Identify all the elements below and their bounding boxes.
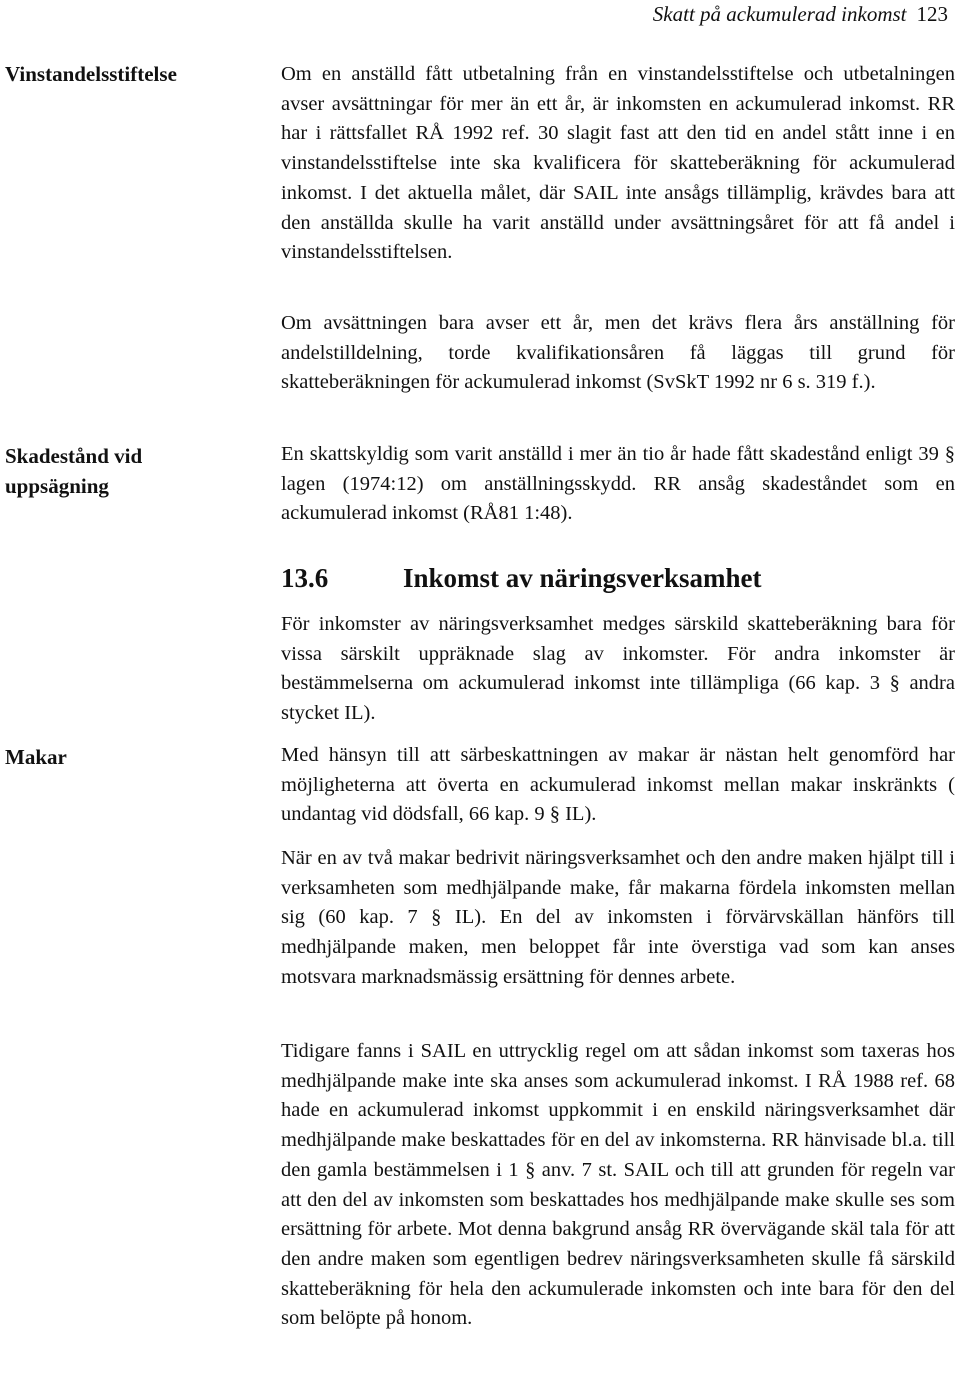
paragraph-makar-2: När en av två makar bedrivit näringsverksamhet och den andre maken hjälpt till i verksamheten som medhjälpande make, får makarna fördela inkomsten mellan sig (60 kap. 7 § IL). En del av inkomsten i förvärvskällan hänförs till medhjälpande maken, men beloppet får inte överstiga vad som kan anses motsvara marknadsmässig ersättning för dennes arbete. (281, 847, 955, 988)
paragraph-vinstandel-1: Om en anställd fått utbetalning från en vinstandelsstiftelse och utbetalningen avser avsättningar för mer än ett år, är inkomsten en ackumulerad inkomst. RR har i rättsfallet RÅ 1992 ref. 30 slagit fast att den tid en andel stått inne i en vinstandelsstiftelse inte ska kvalificera för skatteberäkning för ackumulerad inkomst. I det aktuella målet, där SAIL inte ansågs tillämplig, krävdes bara att den anställda skulle ha varit anställd under avsättningsåret för att få andel i vinstandelsstiftelsen. (281, 63, 955, 264)
paragraph-naringsverksamhet: För inkomster av näringsverksamhet medges särskild skatteberäkning bara för vissa särskilt uppräknade slag av inkomster. För andra inkomster är bestämmelserna om ackumulerad inkomst inte tillämpliga (66 kap. 3 § andra stycket IL). (281, 613, 955, 725)
section-number: 13.6 (281, 563, 329, 593)
running-title: Skatt på ackumulerad inkomst (652, 2, 907, 26)
paragraph-makar-1: Med hänsyn till att särbeskattningen av makar är nästan helt genomförd har möjligheterna att överta en ackumulerad inkomst mellan makar inskränkts ( undantag vid dödsfall, 66 kap. 9 § IL). (281, 744, 955, 826)
page-number: 123 (916, 2, 948, 26)
running-header (653, 0, 948, 28)
side-heading-skadestand: Skadestånd vid uppsägning (5, 444, 143, 498)
paragraph-vinstandel-2: Om avsättningen bara avser ett år, men det krävs flera års anställning för andelstilldelning, torde kvalifikationsåren få läggas till grund för skatteberäkningen för ackumulerad inkomst (SvSkT 1992 nr 6 s. 319 f.). (281, 312, 955, 394)
side-heading-makar: Makar (5, 745, 67, 769)
paragraph-makar-3: Tidigare fanns i SAIL en uttrycklig regel om att sådan inkomst som taxeras hos medhjälpande make inte ska anses som ackumulerad inkomst. I RÅ 1988 ref. 68 hade en ackumulerad inkomst uppkommit i en enskild näringsverksamhet där medhjälpande make beskattades för en del av inkomsterna. RR hänvisade bl.a. till den gamla bestämmelsen i 1 § anv. 7 st. SAIL och till att grunden för regeln var att den del av inkomsten som beskattades hos medhjälpande make skulle ses som ersättning för arbete. Mot denna bakgrund ansåg RR övervägande skäl tala för att den andre maken som egentligen bedrev näringsverksamheten skulle få särskild skatteberäkning för hela den ackumulerade inkomsten och inte bara för den del som belöpte på honom. (281, 1040, 955, 1330)
side-heading-vinstandelsstiftelse: Vinstandelsstiftelse (5, 62, 177, 86)
paragraph-skadestand: En skattskyldig som varit anställd i mer än tio år hade fått skadestånd enligt 39 § lagen (1974:12) om anställningsskydd. RR ansåg skadeståndet som en ackumulerad inkomst (RÅ81 1:48). (281, 443, 955, 525)
section-title: Inkomst av näringsverksamhet (403, 563, 762, 593)
section-heading (281, 562, 955, 594)
